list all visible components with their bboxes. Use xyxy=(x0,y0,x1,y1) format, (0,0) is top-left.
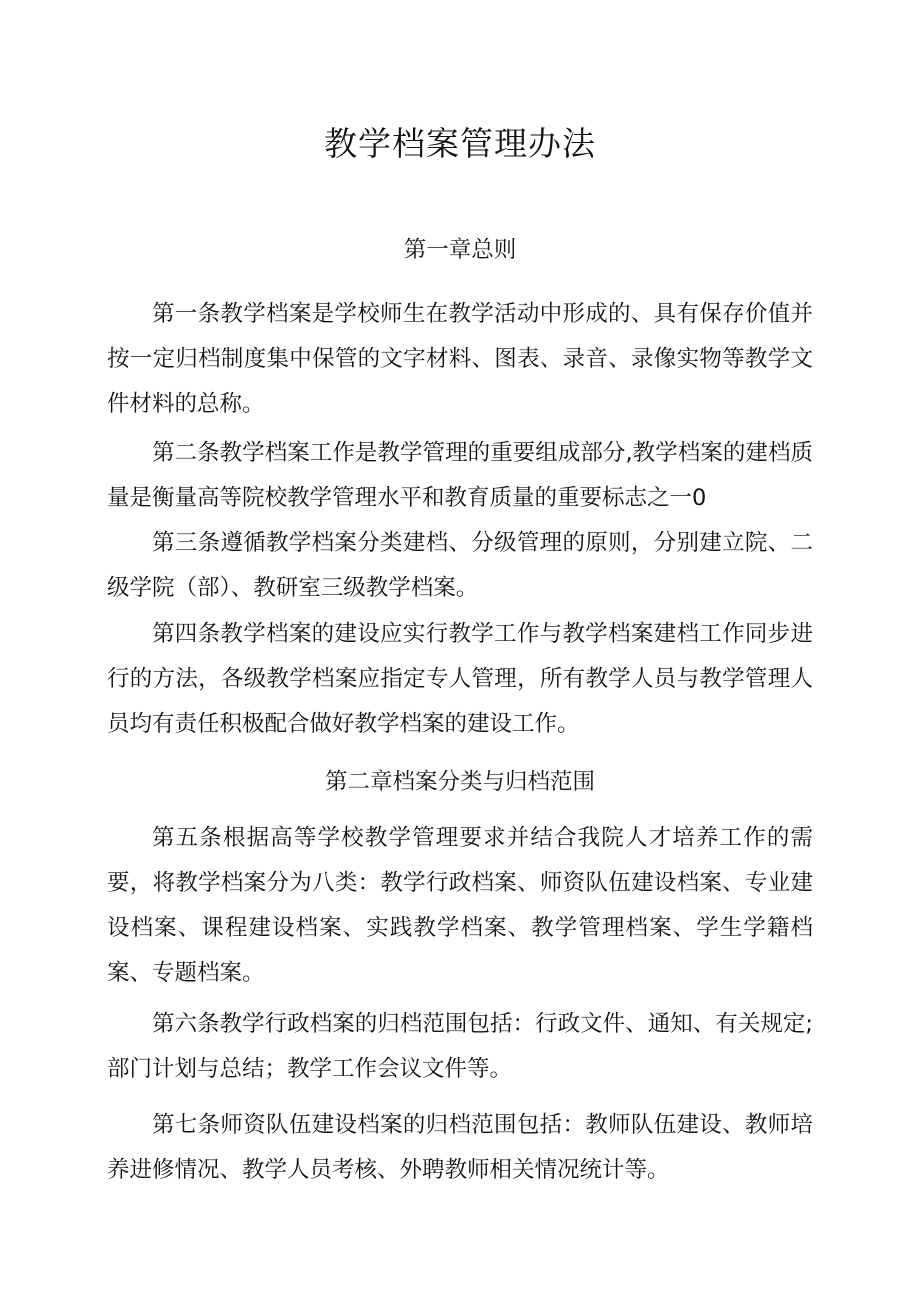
article-4: 第四条教学档案的建设应实行教学工作与教学档案建档工作同步进行的方法，各级教学档案应指定专人管理，所有教学人员与教学管理人员均有责任积极配合做好教学档案的建设工作。 xyxy=(107,621,813,737)
article-6: 第六条教学行政档案的归档范围包括：行政文件、通知、有关规定;部门计划与总结；教学工作会议文件等。 xyxy=(107,1011,813,1082)
article-5: 第五条根据高等学校教学管理要求并结合我院人才培养工作的需要，将教学档案分为八类：教学行政档案、师资队伍建设档案、专业建设档案、课程建设档案、实践教学档案、教学管理档案、学生学籍档案、专题档案。 xyxy=(107,825,813,986)
article-3: 第三条遵循教学档案分类建档、分级管理的原则，分别建立院、二级学院（部）、教研室三级教学档案。 xyxy=(107,530,813,601)
article-1: 第一条教学档案是学校师生在教学活动中形成的、具有保存价值并按一定归档制度集中保管的文字材料、图表、录音、录像实物等教学文件材料的总称。 xyxy=(107,301,813,417)
article-2: 第二条教学档案工作是教学管理的重要组成部分,教学档案的建档质量是衡量高等院校教学管理水平和教育质量的重要标志之一0 xyxy=(107,440,813,511)
chapter-heading-2: 第二章档案分类与归档范围 xyxy=(324,769,595,795)
document-title: 教学档案管理办法 xyxy=(324,124,596,163)
chapter-heading-1: 第一章总则 xyxy=(403,237,517,263)
article-7: 第七条师资队伍建设档案的归档范围包括：教师队伍建设、教师培养进修情况、教学人员考核、外聘教师相关情况统计等。 xyxy=(107,1112,813,1183)
